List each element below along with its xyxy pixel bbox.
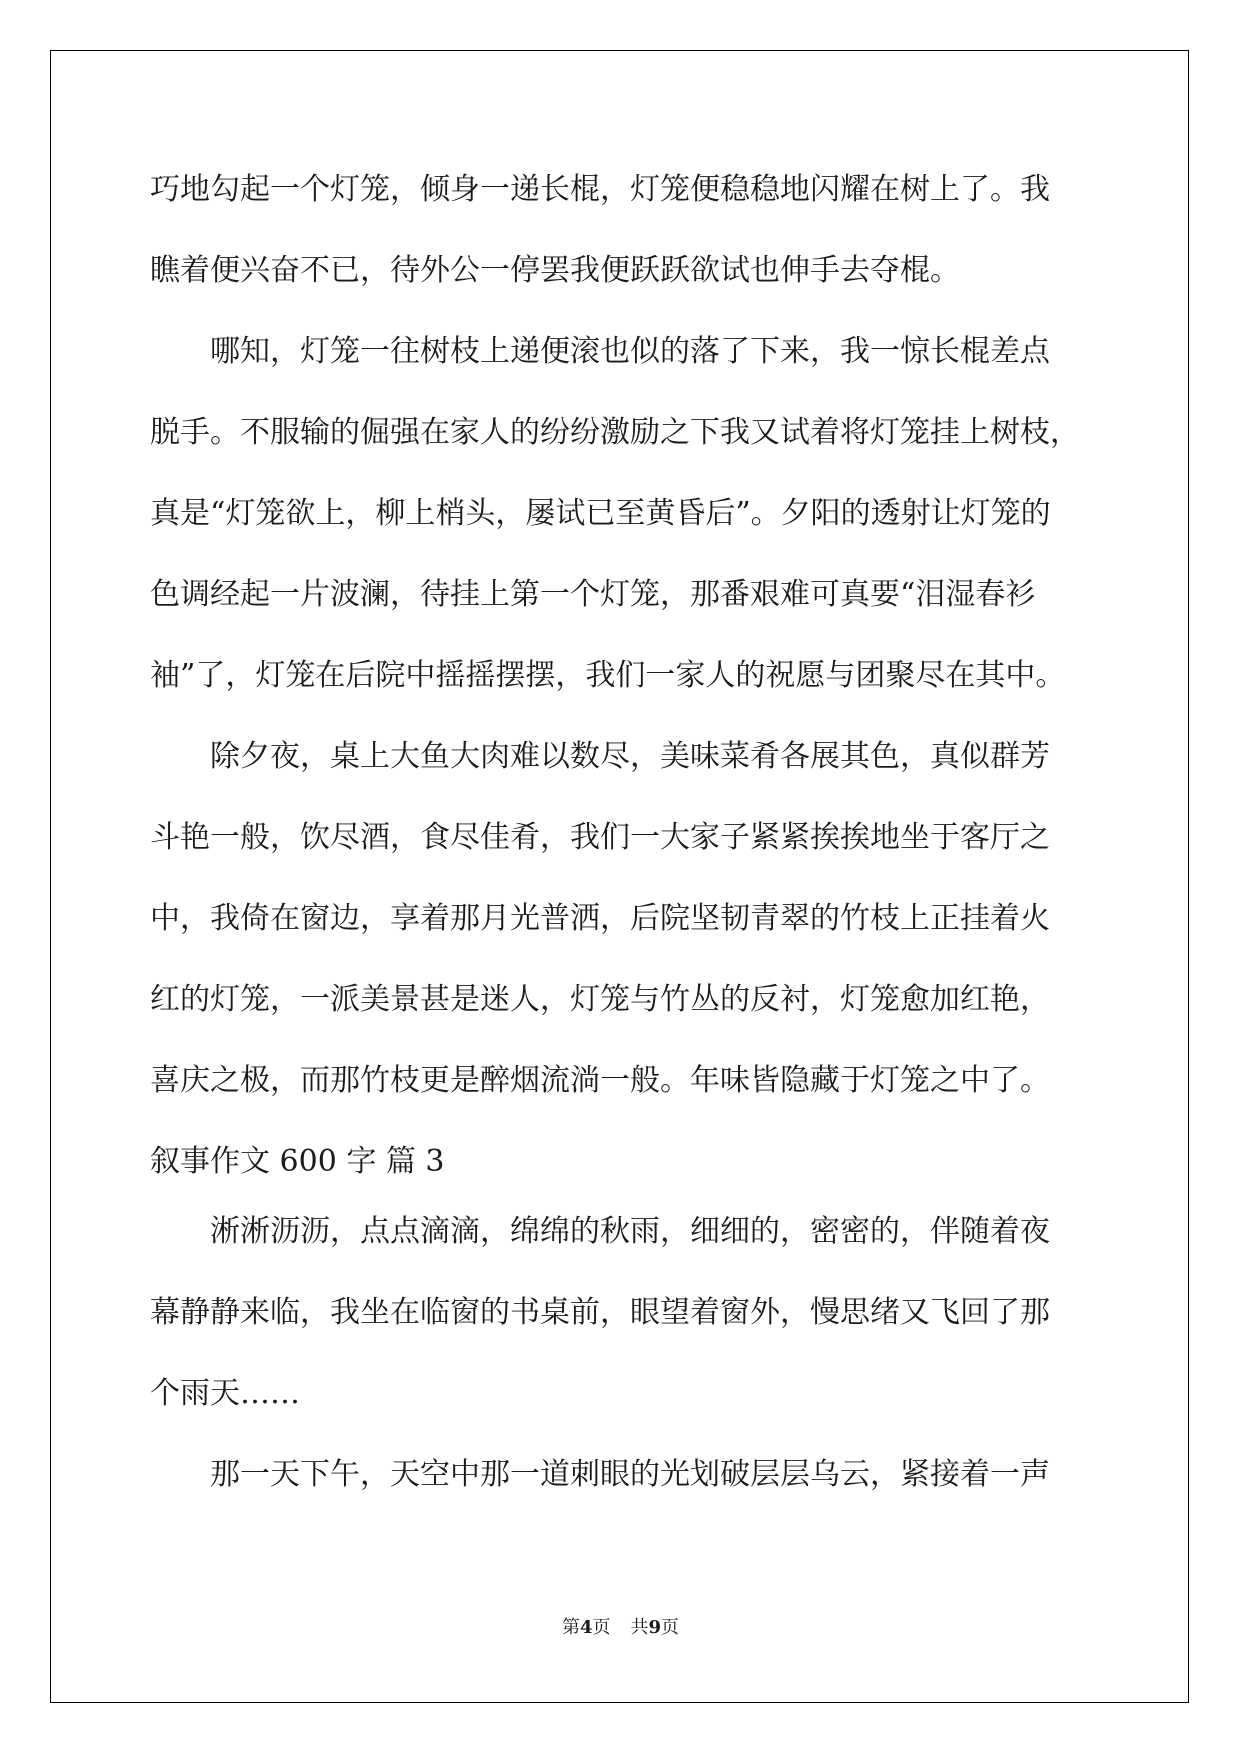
page-footer — [0, 1613, 1241, 1639]
text-line: 斗艳一般，饮尽酒，食尽佳肴，我们一大家子紧紧挨挨地坐于客厅之 — [150, 820, 1050, 855]
text-line: 哪知，灯笼一往树枝上递便滚也似的落了下来，我一惊长棍差点 — [150, 334, 1050, 369]
text-line: 喜庆之极，而那竹枝更是醉烟流淌一般。年味皆隐藏于灯笼之中了。 — [150, 1063, 1050, 1098]
text-line: 脱手。不服输的倔强在家人的纷纷激励之下我又试着将灯笼挂上树枝， — [150, 415, 1080, 450]
footer-page-suffix: 页 — [592, 1617, 611, 1638]
section-heading: 叙事作文 600 字 篇 3 — [150, 1144, 445, 1179]
text-line: 除夕夜，桌上大鱼大肉难以数尽，美味菜肴各展其色，真似群芳 — [150, 739, 1050, 774]
text-line: 色调经起一片波澜，待挂上第一个灯笼，那番艰难可真要“泪湿春衫 — [150, 577, 1036, 612]
footer-prefix: 第 — [561, 1617, 580, 1638]
text-line: 巧地勾起一个灯笼，倾身一递长棍，灯笼便稳稳地闪耀在树上了。我 — [150, 172, 1050, 207]
text-line: 真是“灯笼欲上，柳上梢头，屡试已至黄昏后”。夕阳的透射让灯笼的 — [150, 496, 1051, 531]
text-line: 中，我倚在窗边，享着那月光普洒，后院坚韧青翠的竹枝上正挂着火 — [150, 901, 1050, 936]
footer-total-suffix: 页 — [661, 1617, 680, 1638]
current-page-number: 4 — [579, 1617, 593, 1638]
text-line: 红的灯笼，一派美景甚是迷人，灯笼与竹丛的反衬，灯笼愈加红艳， — [150, 982, 1050, 1017]
text-line: 淅淅沥沥，点点滴滴，绵绵的秋雨，细细的，密密的，伴随着夜 — [150, 1214, 1050, 1249]
text-line: 个雨天…… — [150, 1376, 300, 1411]
text-line: 瞧着便兴奋不已，待外公一停罢我便跃跃欲试也伸手去夺棍。 — [150, 253, 960, 288]
text-line: 幕静静来临，我坐在临窗的书桌前，眼望着窗外，慢思绪又飞回了那 — [150, 1295, 1050, 1330]
text-line: 袖”了，灯笼在后院中摇摇摆摆，我们一家人的祝愿与团聚尽在其中。 — [150, 658, 1066, 693]
footer-total-prefix: 共 — [630, 1617, 649, 1638]
text-line: 那一天下午，天空中那一道刺眼的光划破层层乌云，紧接着一声 — [150, 1457, 1050, 1492]
total-page-number: 9 — [648, 1617, 662, 1638]
document-body — [150, 160, 1095, 1526]
